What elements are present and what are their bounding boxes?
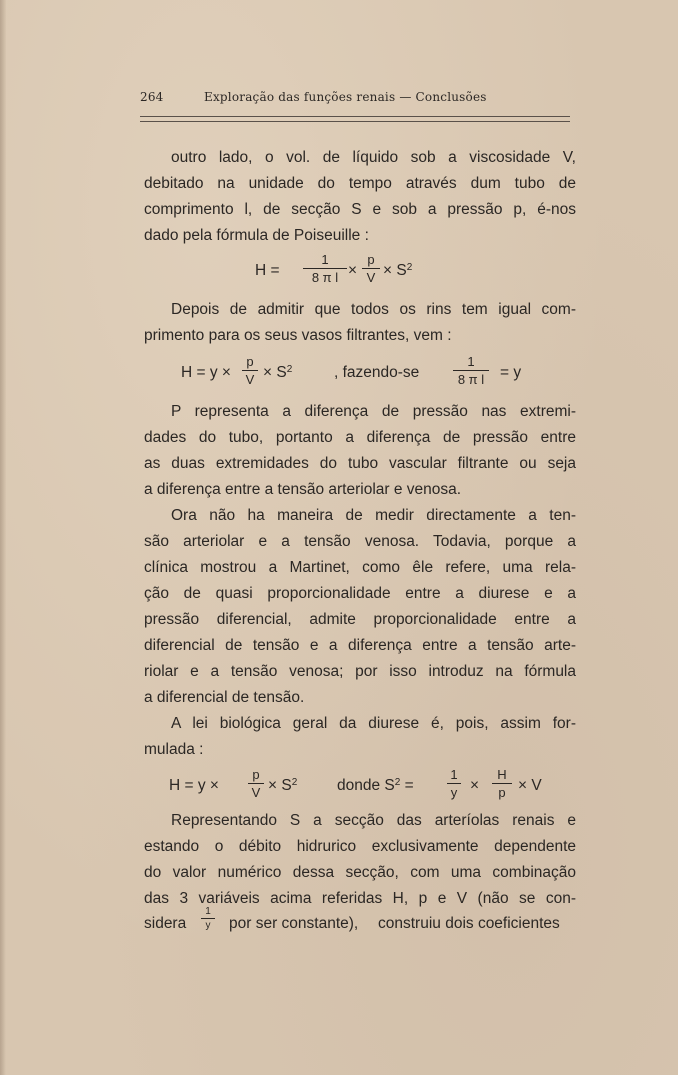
text-fragment: sidera [144, 915, 187, 932]
formula-lhs: H = y × [181, 364, 231, 381]
numerator: p [252, 767, 260, 782]
fraction [248, 767, 264, 800]
text-line: outro lado, o vol. de líquido sob a viscosidade V, [171, 149, 576, 166]
numerator: 1 [321, 252, 329, 267]
text-line: estando o débito hidrurico exclusivamente dependente [144, 838, 576, 855]
text-line: dado pela fórmula de Poiseuille : [144, 227, 369, 244]
text-line: pressão diferencial, admite proporcionalidade entre a [144, 611, 576, 628]
times-sign: × [470, 777, 480, 794]
text-line: clínica mostrou a Martinet, como êle refere, uma rela- [144, 559, 576, 576]
denominator: 8 π l [311, 270, 339, 285]
text-line: do valor numérico dessa secção, com uma combinação [144, 864, 576, 881]
text-fragment: por ser constante), [229, 915, 359, 932]
exponent: 2 [406, 262, 413, 273]
text-line: diferencial de tensão e a diferença entre a tensão arte- [144, 637, 576, 654]
text-line: dades do tubo, portanto a diferença de pressão entre [144, 429, 576, 446]
text-line: ção de quasi proporcionalidade entre a diurese e a [144, 585, 576, 602]
denominator: y [450, 785, 458, 800]
text-line: as duas extremidades do tubo vascular filtrante ou seja [144, 455, 576, 472]
text-line: a diferencial de tensão. [144, 689, 305, 706]
text-line: A lei biológica geral da diurese é, pois, assim for- [171, 715, 576, 732]
text-line: Ora não ha maneira de medir directamente a ten- [171, 507, 576, 524]
page-header [140, 90, 570, 110]
donde-s: donde S [337, 777, 395, 794]
fraction-bar [248, 783, 264, 784]
formula-lhs: H = y × [169, 777, 219, 794]
fraction-bar [492, 783, 512, 784]
exponent: 2 [394, 777, 401, 788]
fraction-bar [242, 370, 258, 371]
fraction [453, 354, 489, 387]
text-line: primento para os seus vasos filtrantes, vem : [144, 327, 452, 344]
running-title: Exploração das funções renais — Conclusões [204, 90, 487, 104]
text-line: debitado na unidade do tempo através dum tubo de [144, 175, 576, 192]
text-line: comprimento l, de secção S e sob a pressão p, é-nos [144, 201, 576, 218]
text-line: mulada : [144, 741, 204, 758]
fraction-bar [453, 370, 489, 371]
formula-lhs: H = [255, 262, 280, 279]
fraction-bar [362, 268, 380, 269]
fraction-bar [447, 783, 461, 784]
header-rule [140, 116, 570, 117]
formula-rhs [383, 262, 412, 280]
denominator: y [205, 920, 211, 931]
denominator: 8 π l [457, 372, 485, 387]
numerator: H [497, 767, 507, 782]
text-line: P representa a diferença de pressão nas extremi- [171, 403, 576, 420]
formula-text [337, 777, 414, 795]
times-s: × S [383, 262, 407, 279]
denominator: V [366, 270, 376, 285]
formula-term [268, 777, 297, 795]
numerator: 1 [205, 906, 211, 917]
denominator: p [498, 785, 506, 800]
text-line: são arteriolar e a tensão venosa. Todavia, porque a [144, 533, 576, 550]
exponent: 2 [291, 777, 298, 788]
fraction [303, 252, 347, 285]
formula-rhs: = y [500, 364, 522, 381]
page-number: 264 [140, 90, 164, 104]
text-line: riolar e a tensão venosa; por isso introduz na fórmula [144, 663, 576, 680]
inline-fraction [201, 906, 215, 931]
numerator: p [367, 252, 375, 267]
fraction [362, 252, 380, 285]
fraction [492, 767, 512, 800]
formula-rhs: × V [518, 777, 542, 794]
times-s: × S [263, 364, 287, 381]
text-line: Representando S a secção das arteríolas renais e [171, 812, 576, 829]
text-fragment: construiu dois coeficientes [378, 915, 560, 932]
text-line: Depois de admitir que todos os rins tem igual com- [171, 301, 576, 318]
equals-sign: = [404, 777, 414, 794]
text-line: das 3 variáveis acima referidas H, p e V (não se con- [144, 890, 576, 907]
header-rule-double [140, 121, 570, 122]
fraction-bar [303, 268, 347, 269]
page-edge [0, 0, 6, 1075]
times-sign: × [348, 262, 358, 279]
fraction [242, 354, 258, 387]
fraction [447, 767, 461, 800]
exponent: 2 [286, 364, 293, 375]
fraction-bar [201, 918, 215, 919]
formula-text: , fazendo-se [334, 364, 420, 381]
text-line: a diferença entre a tensão arteriolar e venosa. [144, 481, 462, 498]
times-s: × S [268, 777, 292, 794]
numerator: 1 [450, 767, 458, 782]
denominator: V [245, 372, 255, 387]
numerator: 1 [467, 354, 475, 369]
numerator: p [246, 354, 254, 369]
denominator: V [251, 785, 261, 800]
formula-term [263, 364, 292, 382]
